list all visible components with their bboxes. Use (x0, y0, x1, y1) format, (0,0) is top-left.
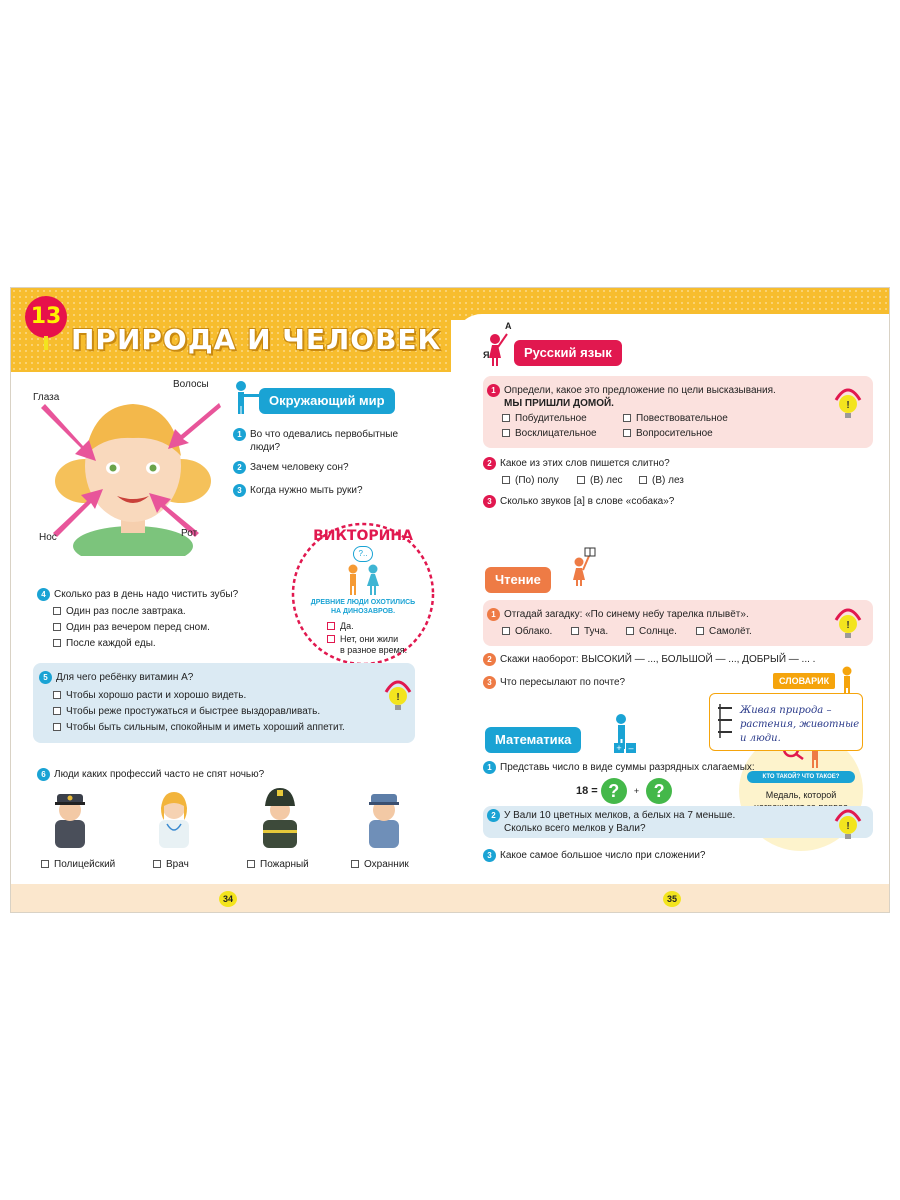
q5-option-3[interactable] (53, 722, 345, 733)
quiz-option-yes[interactable] (327, 621, 354, 631)
footer-band (11, 884, 890, 913)
world-question-6 (37, 768, 264, 782)
option-label: Повествовательное (636, 413, 728, 424)
question-number: 1 (483, 761, 496, 774)
question-number: 6 (37, 768, 50, 781)
subject-label-math: Математика (485, 727, 581, 753)
q6-option-4[interactable] (351, 859, 409, 870)
question-text: Какое самое большое число при сложении? (500, 850, 706, 862)
question-number: 3 (483, 849, 496, 862)
quiz-option-no[interactable] (327, 634, 398, 644)
dictionary-note (709, 693, 863, 751)
letter-ya: Я (483, 350, 490, 360)
checkbox[interactable] (41, 860, 49, 868)
option-label: Один раз вечером перед сном. (66, 622, 210, 633)
page-number-right: 35 (663, 891, 681, 907)
subject-label-world: Окружающий мир (259, 388, 395, 414)
question-text: Когда нужно мыть руки? (250, 485, 363, 497)
question-text: Определи, какое это предложение по цели высказывания. (504, 385, 776, 397)
stick-figure-icon (231, 380, 261, 414)
checkbox[interactable] (327, 635, 335, 643)
label-nose: Нос (39, 532, 57, 543)
label-hair: Волосы (173, 379, 209, 390)
checkbox[interactable] (502, 627, 510, 635)
option-label: Чтобы быть сильным, спокойным и иметь хороший аппетит. (66, 722, 345, 733)
option-label: Полицейский (54, 859, 116, 870)
reading-question-1 (487, 608, 749, 622)
question-text: Представь число в виде суммы разрядных слагаемых: (500, 762, 755, 774)
quiz-badge (279, 518, 447, 668)
plus-sign: + (614, 743, 624, 753)
workbook-spread (10, 287, 890, 913)
question-text: Зачем человеку сон? (250, 462, 349, 474)
quiz-title: ВИКТОРИНА (313, 528, 413, 544)
question-text: Сколько звуков [а] в слове «собака»? (500, 496, 675, 508)
question-number: 1 (233, 428, 246, 441)
q6-option-3[interactable] (247, 859, 309, 870)
checkbox[interactable] (623, 414, 631, 422)
russian-q1-option-2[interactable] (623, 413, 728, 424)
what-is-line-1: Медаль, которой (765, 790, 837, 800)
reading-question-3 (483, 676, 625, 690)
checkbox[interactable] (53, 707, 61, 715)
q4-option-1[interactable] (53, 606, 186, 617)
what-is-label: КТО ТАКОЙ? ЧТО ТАКОЕ? (747, 771, 855, 783)
checkbox[interactable] (577, 476, 585, 484)
page-number-left: 34 (219, 891, 237, 907)
reading-q1-option-3[interactable] (626, 626, 677, 637)
checkbox[interactable] (53, 623, 61, 631)
checkbox[interactable] (53, 691, 61, 699)
question-number: 1 (487, 608, 500, 621)
question-number: 3 (233, 484, 246, 497)
checkbox[interactable] (153, 860, 161, 868)
world-question-5 (39, 671, 193, 685)
option-label: Облако. (515, 626, 553, 637)
checkbox[interactable] (623, 429, 631, 437)
reading-question-1-box (483, 600, 873, 646)
question-mark-icon: ? (601, 778, 627, 804)
guard-illustration (361, 786, 407, 848)
russian-q1-option-4[interactable] (623, 428, 713, 439)
question-number: 2 (483, 457, 496, 470)
option-label: Нет, они жили (340, 634, 399, 644)
russian-q1-option-1[interactable] (502, 413, 587, 424)
pointer-arrows (31, 383, 231, 553)
svg-text:!: ! (846, 821, 850, 832)
checkbox[interactable] (247, 860, 255, 868)
checkbox[interactable] (502, 414, 510, 422)
reading-q1-option-4[interactable] (696, 626, 752, 637)
world-question-3 (233, 484, 363, 498)
question-number: 5 (39, 671, 52, 684)
option-label: Самолёт. (709, 626, 752, 637)
russian-q2-option-3[interactable] (639, 475, 684, 486)
option-label: Побудительное (515, 413, 587, 424)
minus-sign: – (626, 743, 636, 753)
reading-q1-option-2[interactable] (571, 626, 608, 637)
question-text: Какое из этих слов пишется слитно? (500, 458, 670, 470)
option-label: Восклицательное (515, 428, 597, 439)
russian-question-2 (483, 457, 670, 471)
russian-question-3 (483, 495, 674, 509)
math-question-1 (483, 761, 755, 775)
math-question-2-line2: Сколько всего мелков у Вали? (504, 823, 646, 834)
lesson-number-badge: 13 (25, 296, 67, 338)
reading-question-2 (483, 653, 815, 667)
question-text: Люди каких профессий часто не спят ночью? (54, 769, 265, 781)
note-lines-icon (716, 702, 734, 742)
option-label: Охранник (364, 859, 409, 870)
option-label: Чтобы реже простужаться и быстрее выздоравливать. (66, 706, 321, 717)
checkbox[interactable] (626, 627, 634, 635)
checkbox[interactable] (53, 723, 61, 731)
question-number: 2 (233, 461, 246, 474)
option-label: Туча. (584, 626, 609, 637)
checkbox[interactable] (53, 607, 61, 615)
q5-option-1[interactable] (53, 690, 246, 701)
world-question-4 (37, 588, 238, 602)
hard-question-icon (833, 382, 863, 422)
subject-label-russian: Русский язык (514, 340, 622, 366)
page-title: ПРИРОДА И ЧЕЛОВЕК (71, 323, 442, 356)
checkbox[interactable] (696, 627, 704, 635)
hard-question-icon (833, 602, 863, 642)
badge-stem (44, 336, 48, 350)
hard-question-icon (383, 674, 413, 714)
option-label: (По) полу (515, 475, 559, 486)
russian-q2-option-1[interactable] (502, 475, 559, 486)
question-text: Скажи наоборот: ВЫСОКИЙ — ..., БОЛЬШОЙ — ..., ДОБРЫЙ — ... . (500, 654, 816, 666)
option-label: Чтобы хорошо расти и хорошо видеть. (66, 690, 247, 701)
option-label: Врач (166, 859, 189, 870)
option-label: Вопросительное (636, 428, 713, 439)
quiz-statement-line2: НА ДИНОЗАВРОВ. (330, 608, 396, 615)
q5-option-2[interactable] (53, 706, 320, 717)
q6-option-1[interactable] (41, 859, 115, 870)
option-label: (В) лес (590, 475, 623, 486)
world-question-2 (233, 461, 349, 475)
question-text: Сколько раз в день надо чистить зубы? (54, 589, 239, 601)
question-text: У Вали 10 цветных мелков, а белых на 7 меньше. (504, 810, 736, 822)
label-eyes: Глаза (33, 392, 60, 403)
checkbox[interactable] (53, 639, 61, 647)
two-figures-icon (343, 564, 383, 596)
reading-figure-icon (567, 546, 597, 586)
q4-option-3[interactable] (53, 638, 156, 649)
question-text: Что пересылают по почте? (500, 677, 626, 689)
question-number: 4 (37, 588, 50, 601)
math-expression (576, 778, 672, 804)
question-mark-icon: ? (646, 778, 672, 804)
option-label: Один раз после завтрака. (66, 606, 186, 617)
svg-text:!: ! (846, 620, 850, 631)
russian-figure-icon (483, 326, 513, 366)
question-number: 3 (483, 676, 496, 689)
checkbox[interactable] (502, 476, 510, 484)
dictionary-text: Живая природа – растения, животные и люди. (740, 705, 860, 744)
policeman-illustration (47, 786, 93, 848)
svg-text:!: ! (846, 400, 850, 411)
label-mouth: Рот (181, 528, 198, 539)
quiz-option-no-line2: в разное время. (340, 645, 408, 655)
reading-q1-option-1[interactable] (502, 626, 552, 637)
question-text: Во что одевались первобытные (250, 429, 399, 441)
option-label: Пожарный (260, 859, 309, 870)
option-label: После каждой еды. (66, 638, 156, 649)
firefighter-illustration (257, 784, 303, 848)
svg-text:!: ! (396, 692, 400, 703)
question-number: 2 (483, 653, 496, 666)
dictionary-label: СЛОВАРИК (773, 673, 835, 689)
world-question-1-line2: люди? (250, 442, 281, 453)
checkbox[interactable] (502, 429, 510, 437)
question-number: 3 (483, 495, 496, 508)
expression-plus: + (633, 785, 640, 796)
quiz-speech-bubble: ?.. (353, 546, 373, 562)
subject-label-reading: Чтение (485, 567, 551, 593)
quiz-statement-line1: ДРЕВНИЕ ЛЮДИ ОХОТИЛИСЬ (310, 599, 416, 606)
doctor-illustration (151, 786, 197, 848)
option-label: Солнце. (639, 626, 677, 637)
math-question-3 (483, 849, 705, 863)
option-label: Да. (340, 621, 354, 631)
question-text: Для чего ребёнку витамин А? (56, 672, 194, 684)
russian-q2-option-2[interactable] (577, 475, 623, 486)
checkbox[interactable] (639, 476, 647, 484)
option-label: (В) лез (652, 475, 684, 486)
expression-left: 18 = (576, 784, 598, 797)
question-text: Отгадай загадку: «По синему небу тарелка плывёт». (504, 609, 749, 621)
russian-q1-option-3[interactable] (502, 428, 597, 439)
letter-a: А (505, 321, 512, 331)
checkbox[interactable] (571, 627, 579, 635)
q6-option-2[interactable] (153, 859, 189, 870)
russian-question-1-sentence: МЫ ПРИШЛИ ДОМОЙ. (504, 398, 614, 409)
question-number: 1 (487, 384, 500, 397)
hard-question-icon (833, 803, 863, 843)
question-number: 2 (487, 809, 500, 822)
checkbox[interactable] (327, 622, 335, 630)
q4-option-2[interactable] (53, 622, 210, 633)
checkbox[interactable] (351, 860, 359, 868)
